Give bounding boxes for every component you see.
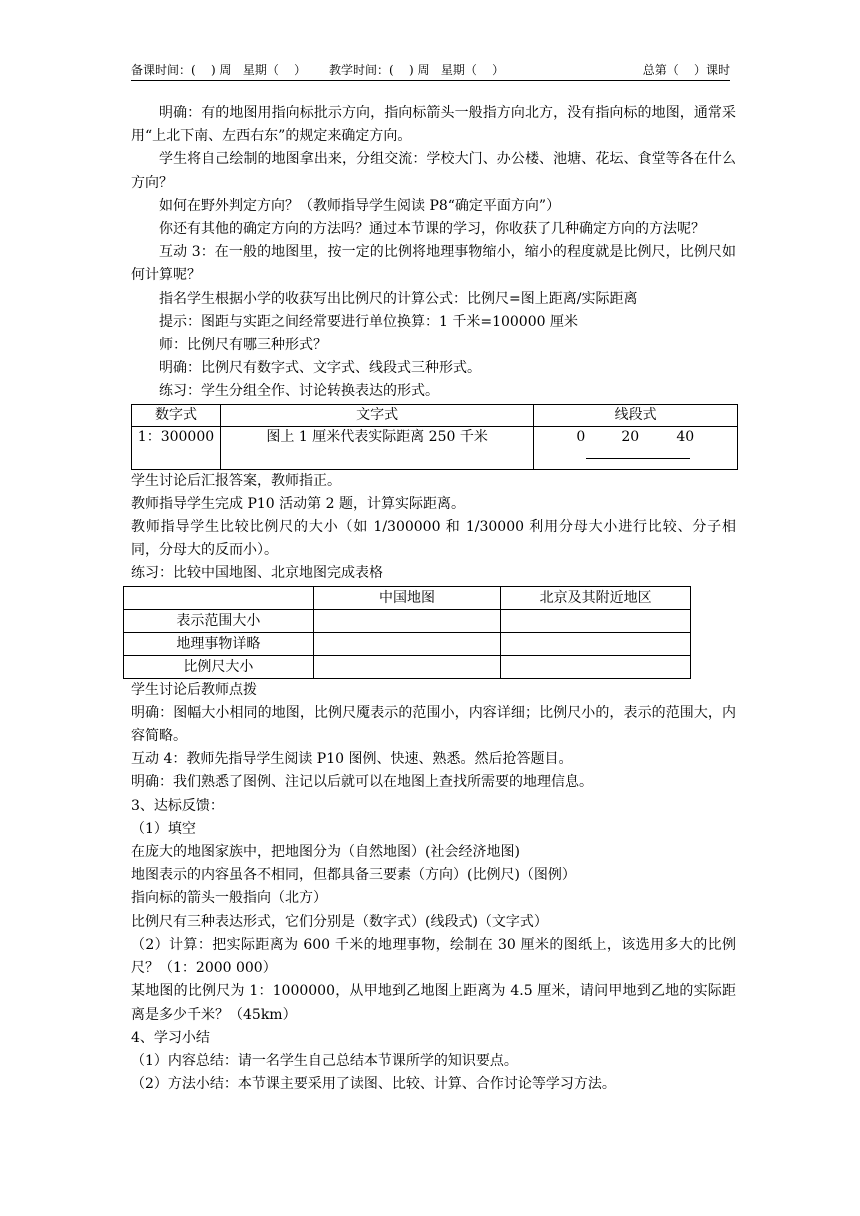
paragraph: 某地图的比例尺为 1：1000000，从甲地到乙地图上距离为 4.5 厘米，请问甲地到乙地的实际距离是多少千米？（45km） (131, 983, 736, 1023)
paragraph: 如何在野外判定方向？（教师指导学生阅读 P8“确定平面方向”） (159, 197, 561, 214)
table-cell (501, 609, 691, 632)
scale-forms-table (131, 404, 738, 470)
paragraph: 明确：有的地图用指向标批示方向，指向标箭头一般指方向北方，没有指向标的地图，通常采用“上北下南、左西右东”的规定来确定方向。 (131, 105, 736, 145)
paragraph: 地图表示的内容虽各不相同，但都具备三要素（方向）(比例尺)（图例） (131, 867, 576, 884)
numeric-scale-cell: 1：300000 (132, 426, 221, 469)
paragraph: 在庞大的地图家族中，把地图分为（自然地图）(社会经济地图) (131, 844, 520, 861)
paragraph: 明确：图幅大小相同的地图，比例尺魇表示的范围小，内容详细；比例尺小的，表示的范围大，内容简略。 (131, 704, 736, 745)
table-row-label: 表示范围大小 (124, 609, 314, 632)
document-body (131, 102, 736, 1096)
paragraph: 明确：我们熟悉了图例、注记以后就可以在地图上查找所需要的地理信息。 (131, 774, 593, 791)
map-comparison-table (123, 586, 691, 679)
paragraph: （2）计算：把实际距离为 600 千米的地理事物，绘制在 30 厘米的图纸上，该选用多大的比例尺？（1：2000 000） (131, 936, 736, 977)
paragraph: 互动 3：在一般的地图里，按一定的比例将地理事物缩小，缩小的程度就是比例尺，比例尺如何计算呢？ (131, 244, 736, 284)
table-header-cell: 文字式 (220, 404, 533, 426)
paragraph: 练习：学生分组全作、讨论转换表达的形式。 (159, 383, 439, 400)
table-header-cell: 北京及其附近地区 (501, 586, 691, 609)
table-header-cell: 数字式 (132, 404, 221, 426)
table-row-label: 比例尺大小 (124, 655, 314, 678)
text-scale-cell: 图上 1 厘米代表实际距离 250 千米 (220, 426, 533, 469)
scale-label: 40 (676, 428, 695, 445)
table-row-label: 地理事物详略 (124, 632, 314, 655)
paragraph: 练习：比较中国地图、北京地图完成表格 (131, 565, 383, 582)
paragraph: （1）内容总结：请一名学生自己总结本节课所学的知识要点。 (131, 1052, 518, 1069)
paragraph: 指向标的箭头一般指向（北方） (131, 890, 327, 907)
line-scale-cell (534, 426, 738, 469)
paragraph: （2）方法小结：本节课主要采用了读图、比较、计算、合作讨论等学习方法。 (131, 1076, 616, 1093)
table-cell (313, 632, 501, 655)
paragraph: 指名学生根据小学的收获写出比例尺的计算公式：比例尺=图上距离/实际距离 (159, 290, 638, 307)
table-cell (313, 655, 501, 678)
paragraph: 教师指导学生完成 P10 活动第 2 题，计算实际距离。 (131, 495, 465, 512)
paragraph: 互动 4：教师先指导学生阅读 P10 图例、快速、熟悉。然后抢答题目。 (131, 751, 573, 768)
paragraph: 学生将自己绘制的地图拿出来，分组交流：学校大门、办公楼、池塘、花坛、食堂等各在什么方向？ (131, 151, 736, 191)
paragraph: （1）填空 (131, 820, 196, 837)
scale-label: 0 (576, 428, 586, 445)
header-lesson-time: 备课时间：( ) 周 星期（ ） 教学时间：( ) 周 星期（ ） (131, 63, 505, 77)
table-header-cell: 中国地图 (313, 586, 501, 609)
scale-bar-labels (576, 427, 706, 447)
paragraph: 比例尺有三种表达形式，它们分别是（数字式）(线段式)（文字式） (131, 913, 548, 930)
paragraph: 提示：图距与实距之间经常要进行单位换算：1 千米=100000 厘米 (159, 313, 578, 330)
table-cell (501, 632, 691, 655)
table-cell (501, 655, 691, 678)
paragraph: 明确：比例尺有数字式、文字式、线段式三种形式。 (159, 360, 481, 377)
scale-label: 20 (621, 428, 640, 445)
paragraph: 师：比例尺有哪三种形式？ (159, 337, 327, 354)
paragraph: 你还有其他的确定方向的方法吗？通过本节课的学习，你收获了几种确定方向的方法呢？ (159, 221, 705, 238)
paragraph: 学生讨论后教师点拨 (131, 681, 257, 698)
section-heading: 3、达标反馈： (131, 797, 224, 814)
table-header-cell: 线段式 (534, 404, 738, 426)
scale-bar-line (586, 458, 690, 459)
page-header (131, 62, 730, 81)
header-lesson-count: 总第（ ）课时 (642, 63, 730, 77)
table-header-cell (124, 586, 314, 609)
table-cell (313, 609, 501, 632)
paragraph: 学生讨论后汇报答案，教师指正。 (131, 472, 341, 489)
paragraph: 教师指导学生比较比例尺的大小（如 1/300000 和 1/30000 利用分母大小进行比较、分子相同，分母大的反而小）。 (131, 519, 736, 559)
section-heading: 4、学习小结 (131, 1029, 210, 1046)
